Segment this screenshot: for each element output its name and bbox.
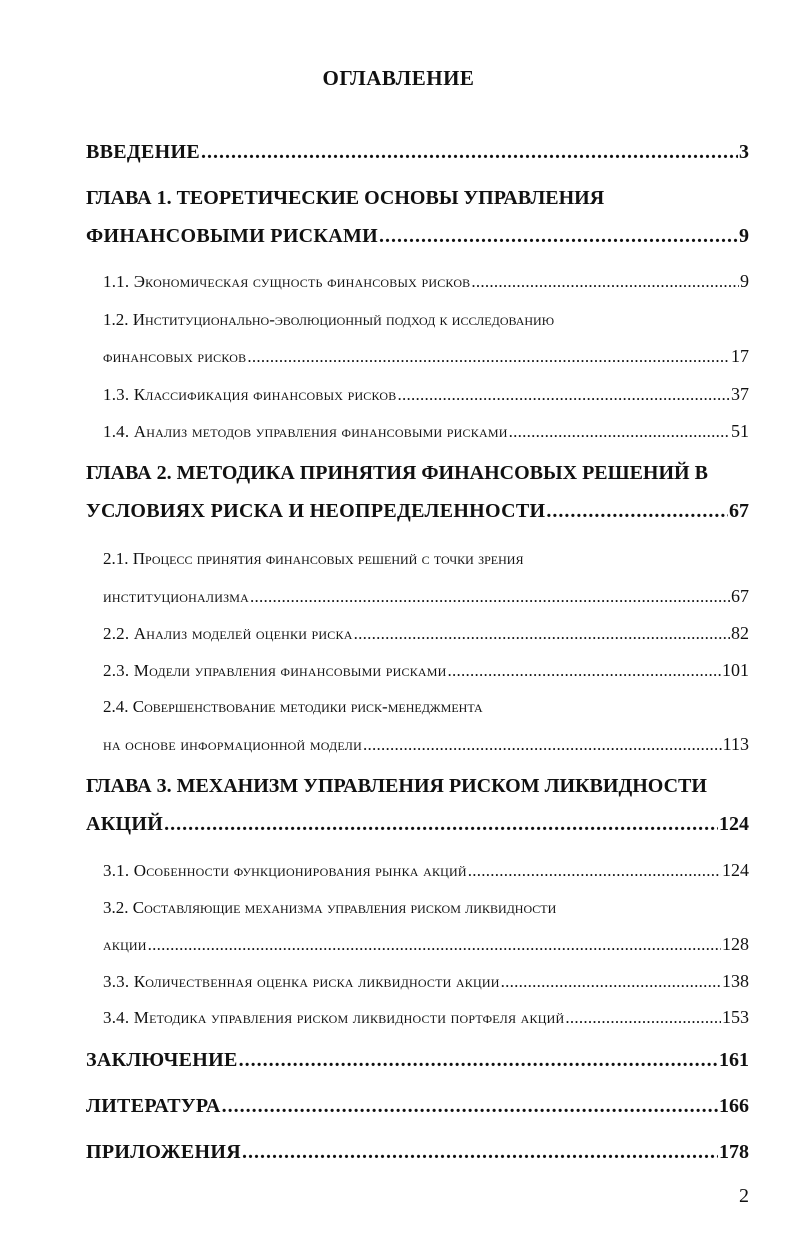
toc-entry-page: 153 (722, 1007, 749, 1027)
leader-dots (363, 735, 722, 755)
toc-entry-page: 113 (722, 734, 749, 754)
toc-entry-page: 9 (739, 225, 749, 247)
toc-chapter-2-line1[interactable]: ГЛАВА 2. МЕТОДИКА ПРИНЯТИЯ ФИНАНСОВЫХ РЕШЕНИЙ В (86, 462, 708, 484)
toc-entry-page: 178 (719, 1141, 749, 1163)
toc-entry-chapter-1[interactable] (0, 218, 797, 248)
toc-entry-3-2-line1[interactable]: 3.2. Составляющие механизма управления риском ликвидности (103, 898, 557, 917)
toc-entry-1-3[interactable] (0, 375, 797, 405)
leader-dots (471, 272, 739, 292)
toc-entry-conclusion[interactable] (0, 1042, 797, 1072)
toc-entry-page: 37 (731, 384, 749, 404)
toc-entry-1-4[interactable] (0, 412, 797, 442)
toc-entry-label: 2.3. Модели управления финансовыми рисками (103, 661, 447, 680)
leader-dots (250, 587, 730, 607)
leader-dots (468, 861, 721, 881)
toc-entry-3-1[interactable] (0, 851, 797, 881)
toc-entry-label: ЗАКЛЮЧЕНИЕ (86, 1049, 238, 1071)
toc-entry-label: ВВЕДЕНИЕ (86, 141, 200, 163)
toc-entry-page: 161 (719, 1049, 749, 1071)
toc-entry-label: УСЛОВИЯХ РИСКА И НЕОПРЕДЕЛЕННОСТИ (86, 500, 546, 522)
leader-dots (164, 813, 718, 836)
toc-entry-3-2[interactable] (0, 925, 797, 955)
toc-entry-1-1[interactable] (0, 262, 797, 292)
toc-chapter-3-line1[interactable]: ГЛАВА 3. МЕХАНИЗМ УПРАВЛЕНИЯ РИСКОМ ЛИКВИДНОСТИ (86, 775, 707, 797)
toc-entry-1-2[interactable] (0, 337, 797, 367)
toc-entry-label: 3.3. Количественная оценка риска ликвидности акции (103, 972, 500, 991)
toc-entry-chapter-3[interactable] (0, 806, 797, 836)
leader-dots (148, 935, 721, 955)
toc-entry-2-3[interactable] (0, 651, 797, 681)
toc-entry-label: ЛИТЕРАТУРА (86, 1095, 221, 1117)
toc-entry-2-1-line1[interactable]: 2.1. Процесс принятия финансовых решений с точки зрения (103, 549, 524, 568)
toc-entry-page: 124 (722, 860, 749, 880)
toc-entry-page: 9 (740, 271, 749, 291)
toc-entry-1-2-line1[interactable]: 1.2. Институционально-эволюционный подход к исследованию (103, 310, 555, 329)
toc-entry-2-1[interactable] (0, 577, 797, 607)
toc-entry-label: 3.4. Методика управления риском ликвидности портфеля акций (103, 1008, 565, 1027)
toc-entry-page: 128 (722, 934, 749, 954)
leader-dots (242, 1141, 718, 1164)
leader-dots (239, 1049, 718, 1072)
toc-entry-page: 82 (731, 623, 749, 643)
toc-entry-page: 17 (731, 346, 749, 366)
toc-entry-2-4[interactable] (0, 725, 797, 755)
toc-entry-page: 166 (719, 1095, 749, 1117)
toc-entry-label: 3.1. Особенности функционирования рынка акций (103, 861, 467, 880)
toc-entry-3-3[interactable] (0, 962, 797, 992)
toc-entry-page: 124 (719, 813, 749, 835)
toc-entry-2-4-line1[interactable]: 2.4. Совершенствование методики риск-менеджмента (103, 697, 483, 716)
page-title: ОГЛАВЛЕНИЕ (322, 66, 475, 90)
leader-dots (546, 500, 728, 523)
toc-chapter-1-line1[interactable]: ГЛАВА 1. ТЕОРЕТИЧЕСКИЕ ОСНОВЫ УПРАВЛЕНИЯ (86, 187, 605, 209)
leader-dots (509, 422, 730, 442)
toc-entry-label: ФИНАНСОВЫМИ РИСКАМИ (86, 225, 378, 247)
toc-entry-page: 138 (722, 971, 749, 991)
toc-entry-label: акции (103, 935, 147, 954)
toc-entry-label: на основе информационной модели (103, 735, 362, 754)
leader-dots (398, 385, 731, 405)
leader-dots (247, 347, 730, 367)
toc-entry-page: 3 (739, 141, 749, 163)
page-number: 2 (739, 1185, 749, 1207)
toc-entry-label: институционализма (103, 587, 250, 606)
leader-dots (201, 141, 738, 164)
toc-entry-page: 101 (722, 660, 749, 680)
toc-entry-chapter-2[interactable] (0, 493, 797, 523)
leader-dots (448, 661, 721, 681)
toc-entry-intro[interactable] (0, 134, 797, 164)
toc-entry-label: 2.2. Анализ моделей оценки риска (103, 624, 353, 643)
toc-entry-label: 1.4. Анализ методов управления финансовыми рисками (103, 422, 508, 441)
toc-entry-label: ПРИЛОЖЕНИЯ (86, 1141, 241, 1163)
leader-dots (222, 1095, 718, 1118)
toc-entry-label: 1.3. Классификация финансовых рисков (103, 385, 397, 404)
toc-entry-page: 67 (729, 500, 749, 522)
leader-dots (354, 624, 730, 644)
toc-entry-2-2[interactable] (0, 614, 797, 644)
toc-entry-label: финансовых рисков (103, 347, 247, 366)
toc-entry-3-4[interactable] (0, 998, 797, 1028)
toc-entry-page: 51 (731, 421, 749, 441)
toc-entry-label: АКЦИЙ (86, 813, 164, 835)
toc-entry-label: 1.1. Экономическая сущность финансовых рисков (103, 272, 471, 291)
toc-entry-appendix[interactable] (0, 1134, 797, 1164)
toc-entry-literature[interactable] (0, 1088, 797, 1118)
leader-dots (379, 225, 738, 248)
leader-dots (501, 972, 721, 992)
toc-entry-page: 67 (731, 586, 749, 606)
leader-dots (565, 1008, 721, 1028)
